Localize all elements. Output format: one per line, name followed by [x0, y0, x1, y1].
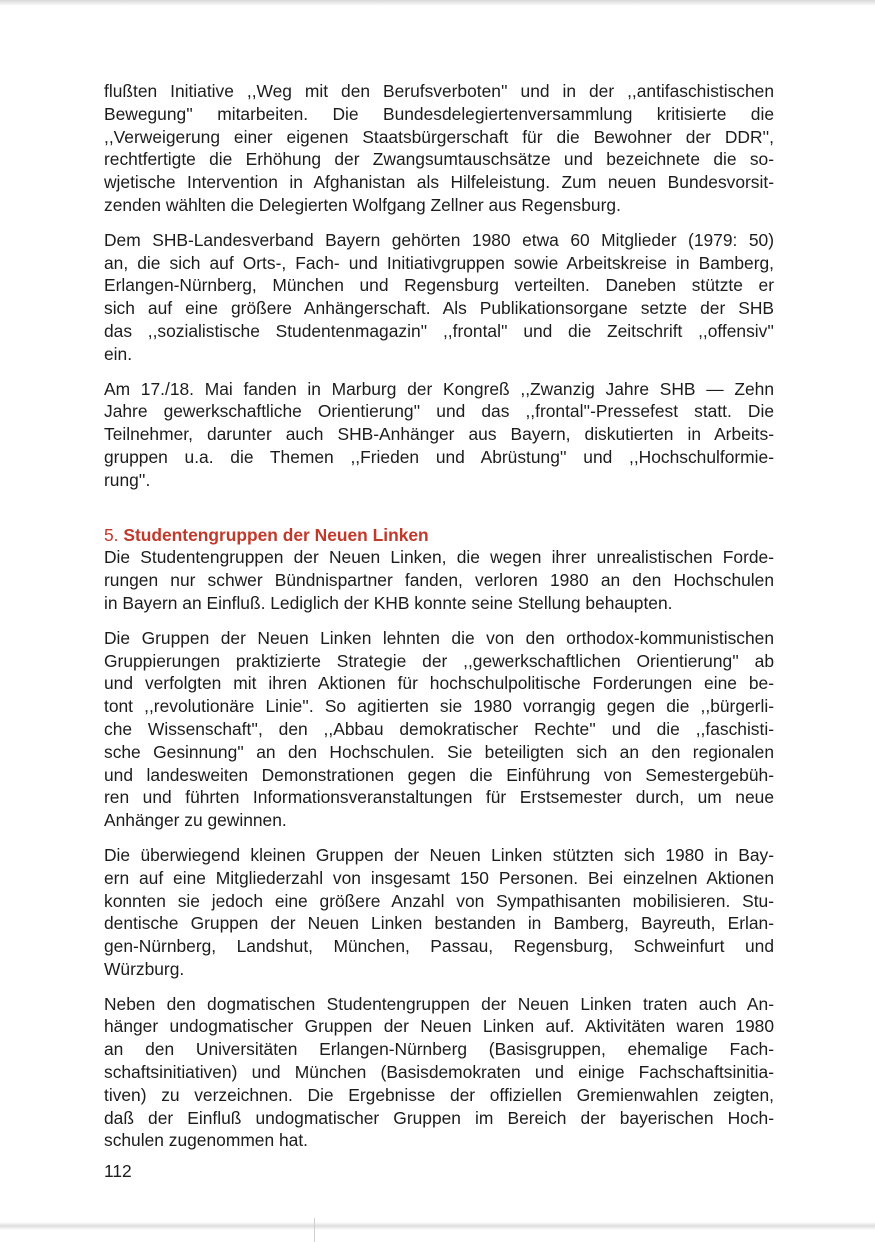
text-line: ern auf eine Mitgliederzahl von insgesamt 150 Personen. Bei einzelnen Aktionen: [104, 867, 774, 888]
text-line: das ,,sozialistische Studentenmagazin'' ,,frontal'' und die Zeitschrift ,,offensiv'': [104, 320, 774, 341]
section-heading: [104, 524, 774, 547]
text-line: sche Gesinnung'' an den Hochschulen. Sie beteiligten sich an den regionalen: [104, 741, 774, 762]
text-line: gen-Nürnberg, Landshut, München, Passau, Regensburg, Schweinfurt und: [104, 936, 774, 957]
text-line: flußten Initiative ,,Weg mit den Berufsverboten'' und in der ,,antifaschistischen: [104, 81, 774, 101]
text-line: daß der Einfluß undogmatischer Gruppen im Bereich der bayerischen Hoch-: [104, 1107, 774, 1128]
text-line: ren und führten Informationsveranstaltungen für Erstsemester durch, um neue: [104, 787, 774, 808]
text-line: rung''.: [104, 469, 151, 490]
paragraph-gap: [104, 832, 774, 844]
text-line: in Bayern an Einfluß. Lediglich der KHB konnte seine Stellung behaupten.: [104, 592, 673, 613]
text-line: schaftsinitiativen) und München (Basisdemokraten und einige Fachschaftsinitia-: [104, 1062, 774, 1083]
paragraph: [104, 844, 774, 981]
section-title: Studentengruppen der Neuen Linken: [123, 524, 429, 545]
text-line: an den Universitäten Erlangen-Nürnberg (Basisgruppen, ehemalige Fach-: [104, 1039, 774, 1060]
text-line: sich auf eine größere Anhängerschaft. Als Publikationsorgane setzte der SHB: [104, 298, 774, 319]
text-line: Die überwiegend kleinen Gruppen der Neuen Linken stützten sich 1980 in Bay-: [104, 844, 774, 865]
text-line: gruppen u.a. die Themen ,,Frieden und Abrüstung'' und ,,Hochschulformie-: [104, 446, 774, 467]
page-content: [104, 80, 774, 1152]
text-line: zenden wählten die Delegierten Wolfgang Zellner aus Regensburg.: [104, 194, 621, 215]
text-line: hänger undogmatischer Gruppen der Neuen Linken auf. Aktivitäten waren 1980: [104, 1016, 774, 1037]
paragraph: [104, 993, 774, 1153]
text-line: Erlangen-Nürnberg, München und Regensburg verteilten. Daneben stützte er: [104, 275, 774, 296]
paragraphs-before-section: [104, 80, 774, 492]
scan-edge-bottom: [0, 1222, 875, 1230]
paragraph: [104, 627, 774, 832]
text-line: wjetische Intervention in Afghanistan als Hilfeleistung. Zum neuen Bundesvorsit-: [104, 172, 774, 193]
scan-fold-mark: [314, 1218, 315, 1242]
text-line: Die Gruppen der Neuen Linken lehnten die von den orthodox-kommunistischen: [104, 627, 774, 648]
text-line: che Wissenschaft'', den ,,Abbau demokratischer Rechte'' und die ,,faschisti-: [104, 718, 774, 739]
text-line: Neben den dogmatischen Studentengruppen der Neuen Linken traten auch An-: [104, 993, 774, 1014]
text-line: ein.: [104, 343, 133, 364]
paragraph: [104, 80, 774, 217]
text-line: Würzburg.: [104, 958, 185, 979]
text-line: Die Studentengruppen der Neuen Linken, die wegen ihrer unrealistischen Forde-: [104, 547, 774, 568]
text-line: und landesweiten Demonstrationen gegen die Einführung von Semestergebüh-: [104, 764, 774, 785]
section-spacer: [104, 492, 774, 524]
text-line: schulen zugenommen hat.: [104, 1130, 308, 1151]
text-line: Gruppierungen praktizierte Strategie der ,,gewerkschaftlichen Orientierung'' ab: [104, 650, 774, 671]
text-line: und verfolgten mit ihren Aktionen für hochschulpolitische Forderungen eine be-: [104, 673, 774, 694]
paragraph: [104, 546, 774, 614]
text-line: Jahre gewerkschaftliche Orientierung'' und das ,,frontal''-Pressefest statt. Die: [104, 401, 774, 422]
scan-edge-top: [0, 0, 875, 6]
text-line: Am 17./18. Mai fanden in Marburg der Kongreß ,,Zwanzig Jahre SHB — Zehn: [104, 378, 774, 399]
text-line: tiven) zu verzeichnen. Die Ergebnisse der offiziellen Gremienwahlen zeigten,: [104, 1084, 774, 1105]
text-line: tont ,,revolutionäre Linie''. So agitierten sie 1980 vorrangig gegen die ,,bürgerli-: [104, 696, 774, 717]
page-number: 112: [104, 1161, 132, 1181]
paragraph-gap: [104, 981, 774, 993]
text-line: rechtfertigte die Erhöhung der Zwangsumtauschsätze und bezeichnete die so-: [104, 149, 774, 170]
paragraphs-after-section: [104, 546, 774, 1152]
paragraph: [104, 378, 774, 492]
text-line: Dem SHB-Landesverband Bayern gehörten 1980 etwa 60 Mitglieder (1979: 50): [104, 229, 774, 250]
paragraph-gap: [104, 217, 774, 229]
paragraph: [104, 229, 774, 366]
paragraph-gap: [104, 615, 774, 627]
text-line: konnten sie jedoch eine größere Anzahl von Sympathisanten mobilisieren. Stu-: [104, 890, 774, 911]
text-line: Bewegung'' mitarbeiten. Die Bundesdelegiertenversammlung kritisierte die: [104, 103, 774, 124]
text-line: ,,Verweigerung einer eigenen Staatsbürgerschaft für die Bewohner der DDR'',: [104, 126, 774, 147]
text-line: Anhänger zu gewinnen.: [104, 810, 287, 831]
paragraph-gap: [104, 366, 774, 378]
section-number: 5.: [104, 524, 119, 545]
text-line: rungen nur schwer Bündnispartner fanden, verloren 1980 an den Hochschulen: [104, 570, 774, 591]
text-line: dentische Gruppen der Neuen Linken bestanden in Bamberg, Bayreuth, Erlan-: [104, 913, 774, 934]
text-line: Teilnehmer, darunter auch SHB-Anhänger aus Bayern, diskutierten in Arbeits-: [104, 424, 774, 445]
text-line: an, die sich auf Orts-, Fach- und Initiativgruppen sowie Arbeitskreise in Bamberg,: [104, 252, 774, 273]
